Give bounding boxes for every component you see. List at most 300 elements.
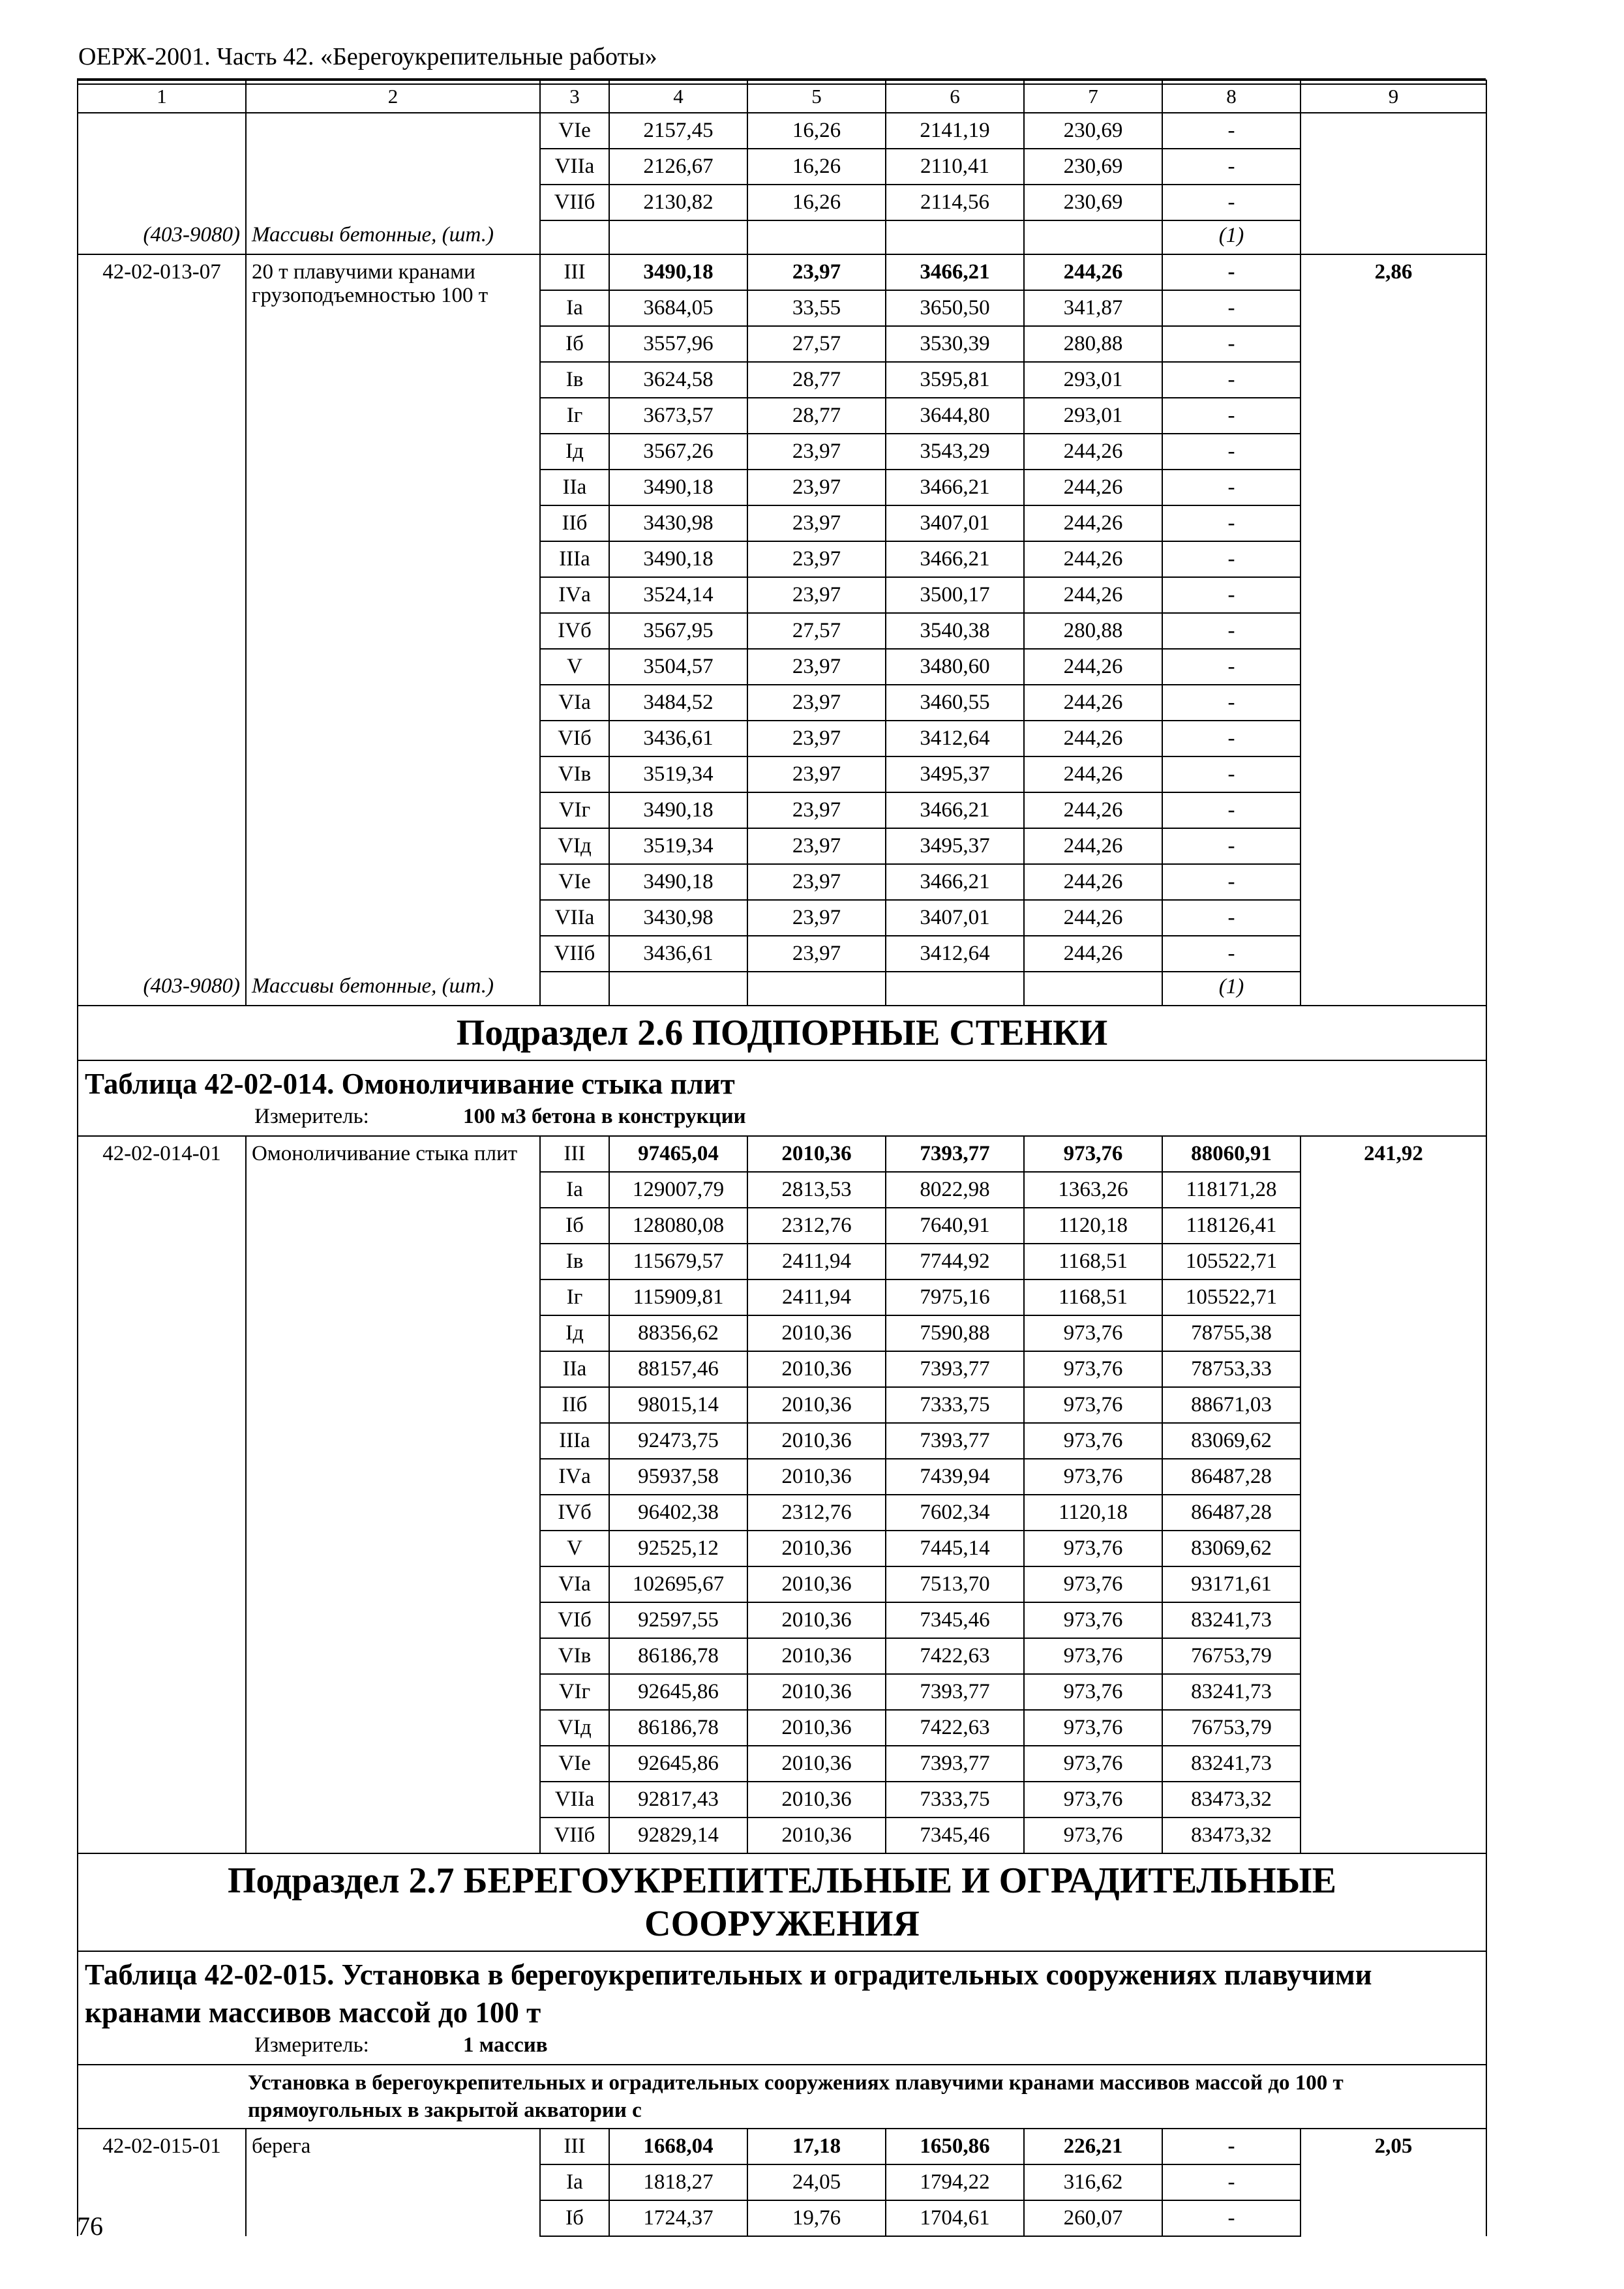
value-cell: 83241,73	[1162, 1602, 1301, 1638]
zone-cell: IIIа	[540, 1423, 609, 1459]
zone-cell: VIIб	[540, 936, 609, 972]
subsection-row	[78, 1006, 1486, 1060]
value-cell: 88356,62	[609, 1315, 747, 1351]
value-cell: 244,26	[1024, 577, 1162, 613]
value-cell: 316,62	[1024, 2164, 1162, 2200]
value-cell: 23,97	[747, 470, 886, 505]
value-cell: -	[1162, 900, 1301, 936]
rate-code	[78, 113, 246, 220]
value-cell: 3466,21	[886, 254, 1024, 290]
value-cell: 244,26	[1024, 900, 1162, 936]
value-cell: 244,26	[1024, 541, 1162, 577]
empty-cell	[747, 220, 886, 254]
value-cell: 2813,53	[747, 1172, 886, 1208]
empty-cell	[886, 220, 1024, 254]
zone-cell: IVб	[540, 1495, 609, 1531]
value-cell: 1650,86	[886, 2129, 1024, 2164]
value-cell: 244,26	[1024, 649, 1162, 685]
value-cell: 1794,22	[886, 2164, 1024, 2200]
value-cell: 973,76	[1024, 1746, 1162, 1782]
labor-cost-cell: 2,86	[1301, 254, 1486, 1006]
value-cell: 2010,36	[747, 1423, 886, 1459]
value-cell: 27,57	[747, 326, 886, 362]
value-cell: -	[1162, 254, 1301, 290]
zone-cell: VIа	[540, 685, 609, 721]
value-cell: 2010,36	[747, 1387, 886, 1423]
zone-cell: IVа	[540, 577, 609, 613]
value-cell: 244,26	[1024, 434, 1162, 470]
zone-cell: IIа	[540, 470, 609, 505]
value-cell: 3490,18	[609, 254, 747, 290]
value-cell: 8022,98	[886, 1172, 1024, 1208]
value-cell: 3460,55	[886, 685, 1024, 721]
value-cell: 973,76	[1024, 1782, 1162, 1818]
value-cell: 3490,18	[609, 792, 747, 828]
subsection-row	[78, 1853, 1486, 1951]
work-name: 20 т плавучими кранами грузоподъемностью 100 т	[246, 254, 540, 972]
value-cell: 3673,57	[609, 398, 747, 434]
zone-cell: IIб	[540, 1387, 609, 1423]
value-cell: 3430,98	[609, 900, 747, 936]
table-heading	[78, 1060, 1486, 1136]
value-cell: 3412,64	[886, 936, 1024, 972]
value-cell: 7602,34	[886, 1495, 1024, 1531]
value-cell: 7975,16	[886, 1279, 1024, 1315]
value-cell: 7590,88	[886, 1315, 1024, 1351]
value-cell: -	[1162, 2164, 1301, 2200]
zone-cell: Iд	[540, 1315, 609, 1351]
value-cell: -	[1162, 685, 1301, 721]
zone-cell: V	[540, 649, 609, 685]
zone-cell: VIв	[540, 1638, 609, 1674]
value-cell: 973,76	[1024, 1531, 1162, 1566]
value-cell: 2010,36	[747, 1136, 886, 1172]
value-cell: -	[1162, 577, 1301, 613]
value-cell: 7393,77	[886, 1423, 1024, 1459]
value-cell: -	[1162, 326, 1301, 362]
value-cell: 3430,98	[609, 505, 747, 541]
zone-cell: IIб	[540, 505, 609, 541]
zone-cell: VIе	[540, 1746, 609, 1782]
empty-cell	[747, 972, 886, 1006]
table-row	[78, 2129, 1486, 2164]
zone-cell: III	[540, 2129, 609, 2164]
value-cell: 973,76	[1024, 1351, 1162, 1387]
value-cell: 28,77	[747, 362, 886, 398]
value-cell: 230,69	[1024, 185, 1162, 220]
resource-code: (403-9080)	[78, 220, 246, 254]
value-cell: 7393,77	[886, 1674, 1024, 1710]
value-cell: 7333,75	[886, 1387, 1024, 1423]
value-cell: 7640,91	[886, 1208, 1024, 1244]
group-description-row	[78, 2065, 1486, 2129]
value-cell: 3624,58	[609, 362, 747, 398]
value-cell: 2010,36	[747, 1818, 886, 1853]
value-cell: 1818,27	[609, 2164, 747, 2200]
work-name: берега	[246, 2129, 540, 2236]
value-cell: 2312,76	[747, 1208, 886, 1244]
value-cell: 88157,46	[609, 1351, 747, 1387]
value-cell: 280,88	[1024, 613, 1162, 649]
value-cell: 2312,76	[747, 1495, 886, 1531]
zone-cell: Iа	[540, 290, 609, 326]
value-cell: 83241,73	[1162, 1674, 1301, 1710]
zone-cell: V	[540, 1531, 609, 1566]
page-header	[77, 40, 1486, 85]
value-cell: 17,18	[747, 2129, 886, 2164]
zone-cell: VIв	[540, 756, 609, 792]
value-cell: -	[1162, 505, 1301, 541]
unit-label: Измеритель:	[254, 2033, 369, 2057]
labor-cost-cell: 2,05	[1301, 2129, 1486, 2236]
value-cell: 118126,41	[1162, 1208, 1301, 1244]
resource-note-row	[78, 220, 1486, 254]
value-cell: 27,57	[747, 613, 886, 649]
value-cell: 3466,21	[886, 792, 1024, 828]
value-cell: 24,05	[747, 2164, 886, 2200]
value-cell: 2130,82	[609, 185, 747, 220]
value-cell: 118171,28	[1162, 1172, 1301, 1208]
value-cell: -	[1162, 398, 1301, 434]
value-cell: -	[1162, 756, 1301, 792]
value-cell: 244,26	[1024, 756, 1162, 792]
value-cell: 973,76	[1024, 1423, 1162, 1459]
value-cell: 1120,18	[1024, 1495, 1162, 1531]
value-cell: 83069,62	[1162, 1531, 1301, 1566]
value-cell: 3490,18	[609, 864, 747, 900]
value-cell: 3519,34	[609, 756, 747, 792]
value-cell: 98015,14	[609, 1387, 747, 1423]
value-cell: 1724,37	[609, 2200, 747, 2236]
value-cell: 7393,77	[886, 1746, 1024, 1782]
value-cell: 7513,70	[886, 1566, 1024, 1602]
value-cell: -	[1162, 470, 1301, 505]
value-cell: 973,76	[1024, 1710, 1162, 1746]
unit-of-measure	[85, 1103, 1479, 1130]
value-cell: 105522,71	[1162, 1244, 1301, 1279]
value-cell: 3650,50	[886, 290, 1024, 326]
zone-cell: VIIб	[540, 1818, 609, 1853]
value-cell: 244,26	[1024, 828, 1162, 864]
value-cell: 244,26	[1024, 470, 1162, 505]
value-cell: 244,26	[1024, 505, 1162, 541]
value-cell: 3504,57	[609, 649, 747, 685]
rate-code: 42-02-013-07	[78, 254, 246, 972]
empty-cell	[886, 972, 1024, 1006]
value-cell: 92597,55	[609, 1602, 747, 1638]
value-cell: -	[1162, 864, 1301, 900]
table-title: Таблица 42-02-014. Омоноличивание стыка плит	[85, 1068, 735, 1100]
value-cell: 2411,94	[747, 1244, 886, 1279]
resource-quantity: (1)	[1162, 220, 1301, 254]
table-heading-row	[78, 1060, 1486, 1136]
value-cell: 28,77	[747, 398, 886, 434]
value-cell: 7345,46	[886, 1602, 1024, 1638]
value-cell: 973,76	[1024, 1459, 1162, 1495]
value-cell: 16,26	[747, 185, 886, 220]
value-cell: 3490,18	[609, 541, 747, 577]
value-cell: 115679,57	[609, 1244, 747, 1279]
value-cell: 3407,01	[886, 505, 1024, 541]
value-cell: 23,97	[747, 577, 886, 613]
value-cell: 7393,77	[886, 1351, 1024, 1387]
zone-cell: VIе	[540, 113, 609, 149]
value-cell: 92817,43	[609, 1782, 747, 1818]
empty-cell	[540, 220, 609, 254]
value-cell: 2157,45	[609, 113, 747, 149]
value-cell: -	[1162, 434, 1301, 470]
value-cell: 86487,28	[1162, 1495, 1301, 1531]
value-cell: 244,26	[1024, 936, 1162, 972]
value-cell: 2110,41	[886, 149, 1024, 185]
zone-cell: IVб	[540, 613, 609, 649]
value-cell: 3557,96	[609, 326, 747, 362]
column-number: 5	[747, 80, 886, 113]
value-cell: 1704,61	[886, 2200, 1024, 2236]
value-cell: 2010,36	[747, 1459, 886, 1495]
value-cell: 23,97	[747, 254, 886, 290]
value-cell: 973,76	[1024, 1602, 1162, 1638]
empty-cell	[540, 972, 609, 1006]
value-cell: 3567,95	[609, 613, 747, 649]
zone-cell: IIа	[540, 1351, 609, 1387]
empty-cell	[609, 220, 747, 254]
value-cell: 3412,64	[886, 721, 1024, 756]
value-cell: 2010,36	[747, 1638, 886, 1674]
value-cell: 23,97	[747, 828, 886, 864]
value-cell: 973,76	[1024, 1315, 1162, 1351]
value-cell: 2010,36	[747, 1531, 886, 1566]
zone-cell: Iа	[540, 1172, 609, 1208]
value-cell: 3466,21	[886, 541, 1024, 577]
zone-cell: Iа	[540, 2164, 609, 2200]
table-title: Таблица 42-02-015. Установка в берегоукрепительных и оградительных сооружениях плавучими кранами массивов массой до 100 т	[85, 1958, 1372, 2029]
value-cell: 973,76	[1024, 1387, 1162, 1423]
value-cell: -	[1162, 828, 1301, 864]
value-cell: -	[1162, 290, 1301, 326]
value-cell: 230,69	[1024, 113, 1162, 149]
value-cell: 230,69	[1024, 149, 1162, 185]
value-cell: 293,01	[1024, 362, 1162, 398]
value-cell: -	[1162, 185, 1301, 220]
zone-cell: IVа	[540, 1459, 609, 1495]
zone-cell: VIа	[540, 1566, 609, 1602]
document-title: ОЕРЖ-2001. Часть 42. «Берегоукрепительные работы»	[78, 43, 657, 70]
value-cell: 2126,67	[609, 149, 747, 185]
value-cell: 95937,58	[609, 1459, 747, 1495]
value-cell: 341,87	[1024, 290, 1162, 326]
rate-code: 42-02-015-01	[78, 2129, 246, 2236]
value-cell: 3480,60	[886, 649, 1024, 685]
value-cell: 76753,79	[1162, 1638, 1301, 1674]
column-number: 8	[1162, 80, 1301, 113]
value-cell: 23,97	[747, 792, 886, 828]
column-number: 4	[609, 80, 747, 113]
value-cell: 1168,51	[1024, 1279, 1162, 1315]
value-cell: 7445,14	[886, 1531, 1024, 1566]
subsection-title: Подраздел 2.6 ПОДПОРНЫЕ СТЕНКИ	[78, 1006, 1486, 1060]
zone-cell: VIд	[540, 828, 609, 864]
value-cell: 7422,63	[886, 1710, 1024, 1746]
value-cell: 244,26	[1024, 864, 1162, 900]
value-cell: 1120,18	[1024, 1208, 1162, 1244]
value-cell: 23,97	[747, 721, 886, 756]
empty-cell	[1024, 972, 1162, 1006]
value-cell: 93171,61	[1162, 1566, 1301, 1602]
value-cell: -	[1162, 149, 1301, 185]
value-cell: -	[1162, 613, 1301, 649]
value-cell: 3595,81	[886, 362, 1024, 398]
value-cell: -	[1162, 113, 1301, 149]
value-cell: 244,26	[1024, 792, 1162, 828]
value-cell: 23,97	[747, 864, 886, 900]
zone-cell: VIIа	[540, 900, 609, 936]
value-cell: -	[1162, 541, 1301, 577]
value-cell: 1363,26	[1024, 1172, 1162, 1208]
value-cell: 7333,75	[886, 1782, 1024, 1818]
value-cell: 2010,36	[747, 1782, 886, 1818]
value-cell: 3495,37	[886, 756, 1024, 792]
value-cell: 244,26	[1024, 254, 1162, 290]
value-cell: 83241,73	[1162, 1746, 1301, 1782]
value-cell: 226,21	[1024, 2129, 1162, 2164]
value-cell: -	[1162, 649, 1301, 685]
zone-cell: VIе	[540, 864, 609, 900]
value-cell: 3436,61	[609, 936, 747, 972]
zone-cell: VIIа	[540, 1782, 609, 1818]
table-row	[78, 113, 1486, 149]
value-cell: 3530,39	[886, 326, 1024, 362]
zone-cell: VIб	[540, 721, 609, 756]
value-cell: 244,26	[1024, 685, 1162, 721]
work-name: Омоноличивание стыка плит	[246, 1136, 540, 1853]
value-cell: 97465,04	[609, 1136, 747, 1172]
value-cell: 23,97	[747, 685, 886, 721]
value-cell: 23,97	[747, 756, 886, 792]
column-number: 1	[78, 80, 246, 113]
value-cell: 2010,36	[747, 1602, 886, 1638]
column-number: 9	[1301, 80, 1486, 113]
zone-cell: VIб	[540, 1602, 609, 1638]
empty-cell	[1024, 220, 1162, 254]
value-cell: 23,97	[747, 936, 886, 972]
resource-name: Массивы бетонные, (шт.)	[246, 972, 540, 1006]
value-cell: 3436,61	[609, 721, 747, 756]
value-cell: 3543,29	[886, 434, 1024, 470]
value-cell: 16,26	[747, 113, 886, 149]
value-cell: 92645,86	[609, 1746, 747, 1782]
rates-table	[77, 80, 1487, 2237]
value-cell: 23,97	[747, 649, 886, 685]
value-cell: 23,97	[747, 434, 886, 470]
value-cell: 3500,17	[886, 577, 1024, 613]
value-cell: 2114,56	[886, 185, 1024, 220]
work-name	[246, 113, 540, 220]
value-cell: 7744,92	[886, 1244, 1024, 1279]
zone-cell: VIг	[540, 792, 609, 828]
value-cell: 3495,37	[886, 828, 1024, 864]
value-cell: 92829,14	[609, 1818, 747, 1853]
unit-value: 100 м3 бетона в конструкции	[463, 1105, 746, 1128]
value-cell: 3524,14	[609, 577, 747, 613]
resource-code: (403-9080)	[78, 972, 246, 1006]
value-cell: 23,97	[747, 900, 886, 936]
resource-name: Массивы бетонные, (шт.)	[246, 220, 540, 254]
zone-cell: VIд	[540, 1710, 609, 1746]
rate-code: 42-02-014-01	[78, 1136, 246, 1853]
value-cell: 7345,46	[886, 1818, 1024, 1853]
value-cell: 3466,21	[886, 864, 1024, 900]
value-cell: 1168,51	[1024, 1244, 1162, 1279]
value-cell: -	[1162, 936, 1301, 972]
value-cell: 2010,36	[747, 1566, 886, 1602]
value-cell: 115909,81	[609, 1279, 747, 1315]
value-cell: 3466,21	[886, 470, 1024, 505]
value-cell: 3644,80	[886, 398, 1024, 434]
zone-cell: Iв	[540, 362, 609, 398]
zone-cell: Iг	[540, 398, 609, 434]
value-cell: 23,97	[747, 541, 886, 577]
value-cell: 3490,18	[609, 470, 747, 505]
unit-of-measure	[85, 2031, 1479, 2059]
table-row	[78, 1136, 1486, 1172]
zone-cell: Iб	[540, 1208, 609, 1244]
value-cell: 973,76	[1024, 1818, 1162, 1853]
labor-cost-cell: 241,92	[1301, 1136, 1486, 1853]
value-cell: 88671,03	[1162, 1387, 1301, 1423]
zone-cell: Iб	[540, 2200, 609, 2236]
value-cell: 78753,33	[1162, 1351, 1301, 1387]
value-cell: 7393,77	[886, 1136, 1024, 1172]
zone-cell: VIIа	[540, 149, 609, 185]
value-cell: 78755,38	[1162, 1315, 1301, 1351]
value-cell: 2141,19	[886, 113, 1024, 149]
value-cell: 128080,08	[609, 1208, 747, 1244]
value-cell: 260,07	[1024, 2200, 1162, 2236]
value-cell: 86186,78	[609, 1710, 747, 1746]
group-description: Установка в берегоукрепительных и оградительных сооружениях плавучими кранами массивов массой до 100 т прямоугольных в закрытой акватории с	[78, 2065, 1486, 2129]
table-row	[78, 254, 1486, 290]
value-cell: 92645,86	[609, 1674, 747, 1710]
zone-cell: Iд	[540, 434, 609, 470]
subsection-title: Подраздел 2.7 БЕРЕГОУКРЕПИТЕЛЬНЫЕ И ОГРАДИТЕЛЬНЫЕ СООРУЖЕНИЯ	[78, 1853, 1486, 1951]
zone-cell: III	[540, 254, 609, 290]
value-cell: -	[1162, 2129, 1301, 2164]
value-cell: 1668,04	[609, 2129, 747, 2164]
value-cell: 973,76	[1024, 1674, 1162, 1710]
zone-cell: Iв	[540, 1244, 609, 1279]
value-cell: 92473,75	[609, 1423, 747, 1459]
zone-cell: VIг	[540, 1674, 609, 1710]
resource-quantity: (1)	[1162, 972, 1301, 1006]
value-cell: 86186,78	[609, 1638, 747, 1674]
column-number-row	[78, 80, 1486, 113]
value-cell: -	[1162, 792, 1301, 828]
resource-note-row	[78, 972, 1486, 1006]
value-cell: 973,76	[1024, 1566, 1162, 1602]
value-cell: 2010,36	[747, 1315, 886, 1351]
value-cell: 3540,38	[886, 613, 1024, 649]
value-cell: 973,76	[1024, 1638, 1162, 1674]
value-cell: 2411,94	[747, 1279, 886, 1315]
value-cell: 86487,28	[1162, 1459, 1301, 1495]
value-cell: 7439,94	[886, 1459, 1024, 1495]
zone-cell: III	[540, 1136, 609, 1172]
value-cell: 102695,67	[609, 1566, 747, 1602]
value-cell: 2010,36	[747, 1351, 886, 1387]
value-cell: 88060,91	[1162, 1136, 1301, 1172]
value-cell: 23,97	[747, 505, 886, 541]
